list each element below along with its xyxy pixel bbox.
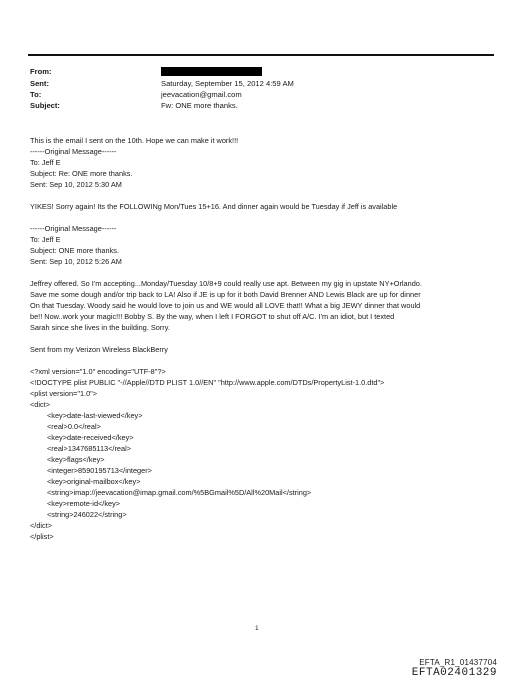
to-label: To: [30,90,42,99]
original-to: To: Jeff E [30,158,61,167]
dict-close: </dict> [30,521,53,530]
original-subject: Subject: Re: ONE more thanks. [30,169,133,178]
dict-line: <key>remote-id</key> [47,499,121,508]
doctype-line: <!DOCTYPE plist PUBLIC "-//Apple//DTD PLIST 1.0//EN" "http://www.apple.com/DTDs/PropertyList-1.0.dtd"> [30,378,385,387]
dict-line: <real>1347685113</real> [47,444,131,453]
original-sent: Sent: Sep 10, 2012 5:30 AM [30,180,122,189]
plist-close: </plist> [30,532,54,541]
message-line: On that Tuesday. Woody said he would love to join us and WE would all LOVE that!! What a big JEWY dinner that would [30,301,421,310]
header-rule [28,54,494,56]
redaction-block [161,67,262,76]
original-subject: Subject: ONE more thanks. [30,246,119,255]
message-line: Jeffrey offered. So I'm accepting...Monday/Tuesday 10/8+9 could really use apt. Between my gig in upstate NY+Orlando. [30,279,422,288]
plist-open: <plist version="1.0"> [30,389,98,398]
original-sent: Sent: Sep 10, 2012 5:26 AM [30,257,122,266]
to-value: jeevacation@gmail.com [161,90,242,99]
dict-line: <string>246022</string> [47,510,127,519]
bates-reference-2: EFTA02401329 [411,667,497,679]
email-body [30,135,500,542]
page-number: 1 [255,625,259,632]
xml-declaration: <?xml version="1.0" encoding="UTF-8"?> [30,367,166,376]
message-line: Save me some dough and/or trip back to LA! Also if JE is up for it both David Brenner AND Lewis Black are up for dinner [30,290,421,299]
message-line: Sarah since she lives in the building. Sorry. [30,323,170,332]
dict-line: <real>0.0</real> [47,422,101,431]
subject-value: Fw: ONE more thanks. [161,101,238,110]
intro-text: This is the email I sent on the 10th. Hope we can make it work!!! [30,136,239,145]
dict-open: <dict> [30,400,51,409]
dict-line: <integer>8590195713</integer> [47,466,152,475]
message-text: YIKES! Sorry again! Its the FOLLOWINg Mon/Tues 15+16. And dinner again would be Tuesday if Jeff is available [30,202,398,211]
sent-value: Saturday, September 15, 2012 4:59 AM [161,79,294,88]
message-line: be!! Now..work your magic!!! Bobby S. By the way, when I left I FORGOT to shut off A/C. I'm an idiot, but I texted [30,312,395,321]
sent-label: Sent: [30,79,49,88]
original-message-marker: ------Original Message------ [30,224,117,233]
signature-text: Sent from my Verizon Wireless BlackBerry [30,345,168,354]
dict-line: <key>date-received</key> [47,433,134,442]
dict-line: <key>flags</key> [47,455,105,464]
dict-line: <key>date-last-viewed</key> [47,411,143,420]
dict-line: <key>original-mailbox</key> [47,477,141,486]
original-to: To: Jeff E [30,235,61,244]
original-message-marker: ------Original Message------ [30,147,117,156]
bates-reference-1: EFTA_R1_01437704 [419,658,497,667]
subject-label: Subject: [30,101,60,110]
dict-line: <string>imap://jeevacation@imap.gmail.com/%5BGmail%5D/All%20Mail</string> [47,488,312,497]
from-label: From: [30,67,52,76]
